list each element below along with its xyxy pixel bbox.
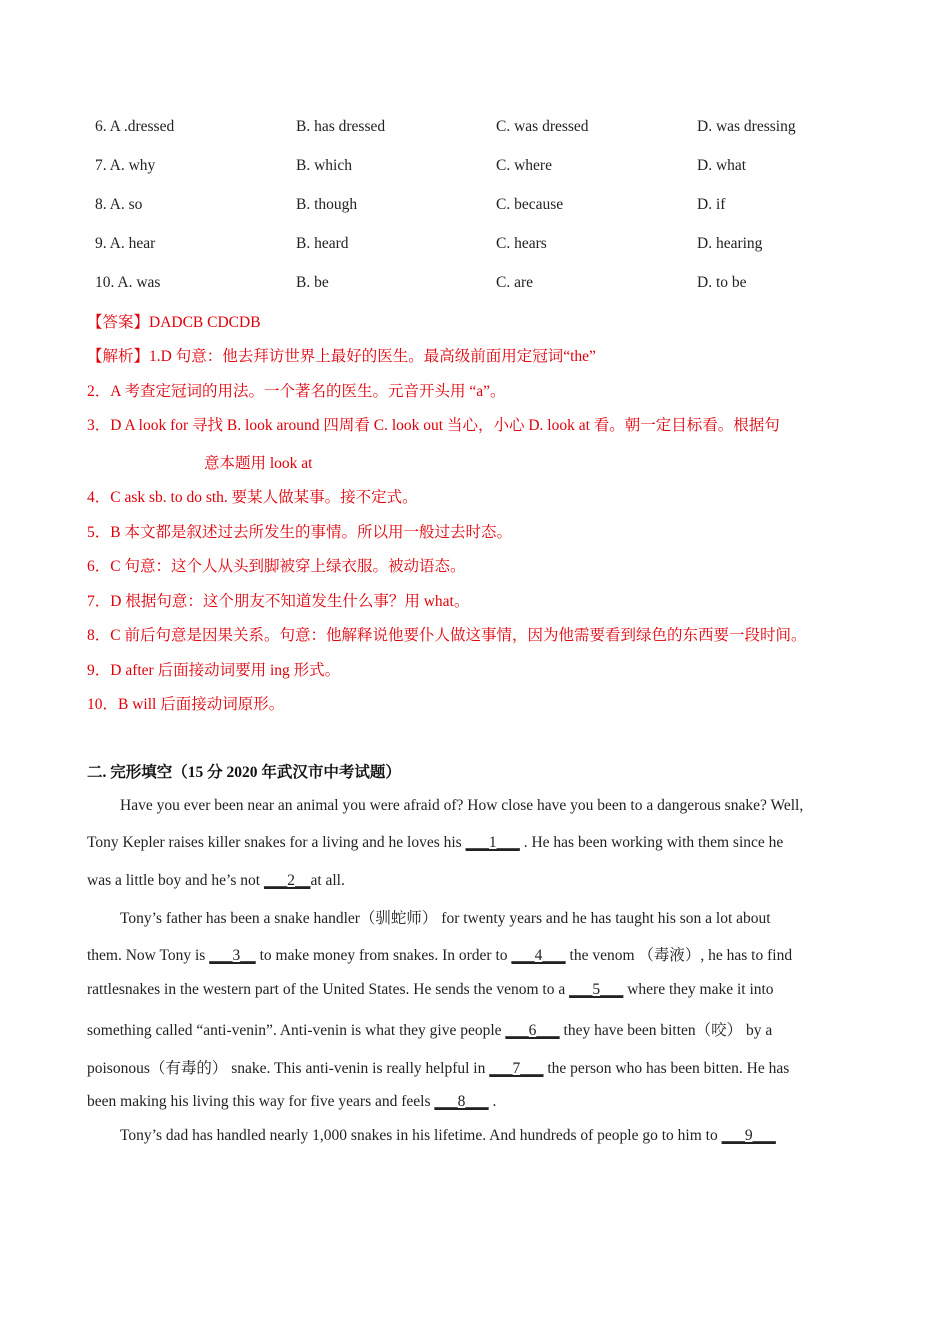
analysis-line-6: 6．C 句意：这个人从头到脚被穿上绿衣服。被动语态。 (87, 558, 466, 575)
option-b: B. heard (296, 235, 349, 252)
option-d: D. what (697, 157, 747, 174)
answer-key: 【答案】DADCB CDCDB (87, 314, 261, 331)
option-a: 9. A. hear (95, 235, 156, 252)
blank-2: ___2__ (263, 872, 311, 889)
blank-6: ___6___ (505, 1022, 560, 1039)
analysis-line-9: 9．D after 后面接动词要用 ing 形式。 (87, 662, 341, 679)
analysis-line-2: 2．A 考查定冠词的用法。一个著名的医生。元音开头用 “a”。 (87, 383, 506, 400)
passage-line: was a little boy and he’s not ___2__at all. (87, 872, 345, 889)
passage-line: Have you ever been near an animal you were afraid of? How close have you been to a dangerous snake? Well, (120, 797, 804, 814)
blank-7: ___7___ (489, 1060, 544, 1077)
option-d: D. to be (697, 274, 747, 291)
question-6-options (0, 118, 950, 142)
passage-line: poisonous（有毒的） snake. This anti-venin is really helpful in ___7___ the person who has been bitten. He has (87, 1060, 790, 1077)
section-heading: 二. 完形填空（15 分 2020 年武汉市中考试题） (87, 764, 401, 781)
option-a: 6. A .dressed (95, 118, 175, 135)
analysis-line-8: 8．C 前后句意是因果关系。句意：他解释说他要仆人做这事情，因为他需要看到绿色的东西要一段时间。 (87, 627, 807, 644)
question-10-options (0, 274, 950, 298)
blank-9: ___9___ (721, 1127, 776, 1144)
passage-line: Tony Kepler raises killer snakes for a living and he loves his ___1___ . He has been working with them since he (87, 834, 784, 851)
blank-5: ___5___ (569, 981, 624, 998)
option-c: C. because (496, 196, 564, 213)
blank-8: ___8___ (434, 1093, 489, 1110)
question-7-options (0, 157, 950, 181)
option-c: C. hears (496, 235, 547, 252)
analysis-line-10: 10．B will 后面接动词原形。 (87, 696, 285, 713)
option-a: 8. A. so (95, 196, 143, 213)
blank-1: ___1___ (465, 834, 520, 851)
option-c: C. where (496, 157, 552, 174)
blank-4: ___4___ (511, 947, 566, 964)
option-d: D. if (697, 196, 726, 213)
passage-line: something called “anti-venin”. Anti-venin is what they give people ___6___ they have been bitten（咬） by a (87, 1022, 773, 1039)
option-a: 10. A. was (95, 274, 161, 291)
option-b: B. has dressed (296, 118, 386, 135)
option-c: C. are (496, 274, 534, 291)
passage-line: Tony’s father has been a snake handler（驯蛇师） for twenty years and he has taught his son a lot about (120, 910, 771, 927)
option-d: D. was dressing (697, 118, 796, 135)
option-c: C. was dressed (496, 118, 589, 135)
option-b: B. be (296, 274, 329, 291)
question-9-options (0, 235, 950, 259)
passage-line: them. Now Tony is ___3__ to make money from snakes. In order to ___4___ the venom （毒液）, he has to find (87, 947, 793, 964)
analysis-line-7: 7．D 根据句意：这个朋友不知道发生什么事？用 what。 (87, 593, 470, 610)
option-b: B. though (296, 196, 358, 213)
passage-line: rattlesnakes in the western part of the United States. He sends the venom to a ___5___ where they make it into (87, 981, 774, 998)
option-b: B. which (296, 157, 352, 174)
analysis-line-3-cont: 意本题用 look at (204, 455, 313, 472)
question-8-options (0, 196, 950, 220)
blank-3: ___3__ (209, 947, 256, 964)
analysis-line-3: 3．D A look for 寻找 B. look around 四周看 C. look out 当心，小心 D. look at 看。朝一定目标看。根据句 (87, 417, 780, 434)
option-d: D. hearing (697, 235, 763, 252)
analysis-line-1: 【解析】1.D 句意：他去拜访世界上最好的医生。最高级前面用定冠词“the” (87, 348, 596, 365)
analysis-line-5: 5．B 本文都是叙述过去所发生的事情。所以用一般过去时态。 (87, 524, 512, 541)
passage-line: Tony’s dad has handled nearly 1,000 snakes in his lifetime. And hundreds of people go to him to ___9___ (120, 1127, 776, 1144)
option-a: 7. A. why (95, 157, 156, 174)
analysis-line-4: 4．C ask sb. to do sth. 要某人做某事。接不定式。 (87, 489, 418, 506)
passage-line: been making his living this way for five years and feels ___8___ . (87, 1093, 497, 1110)
